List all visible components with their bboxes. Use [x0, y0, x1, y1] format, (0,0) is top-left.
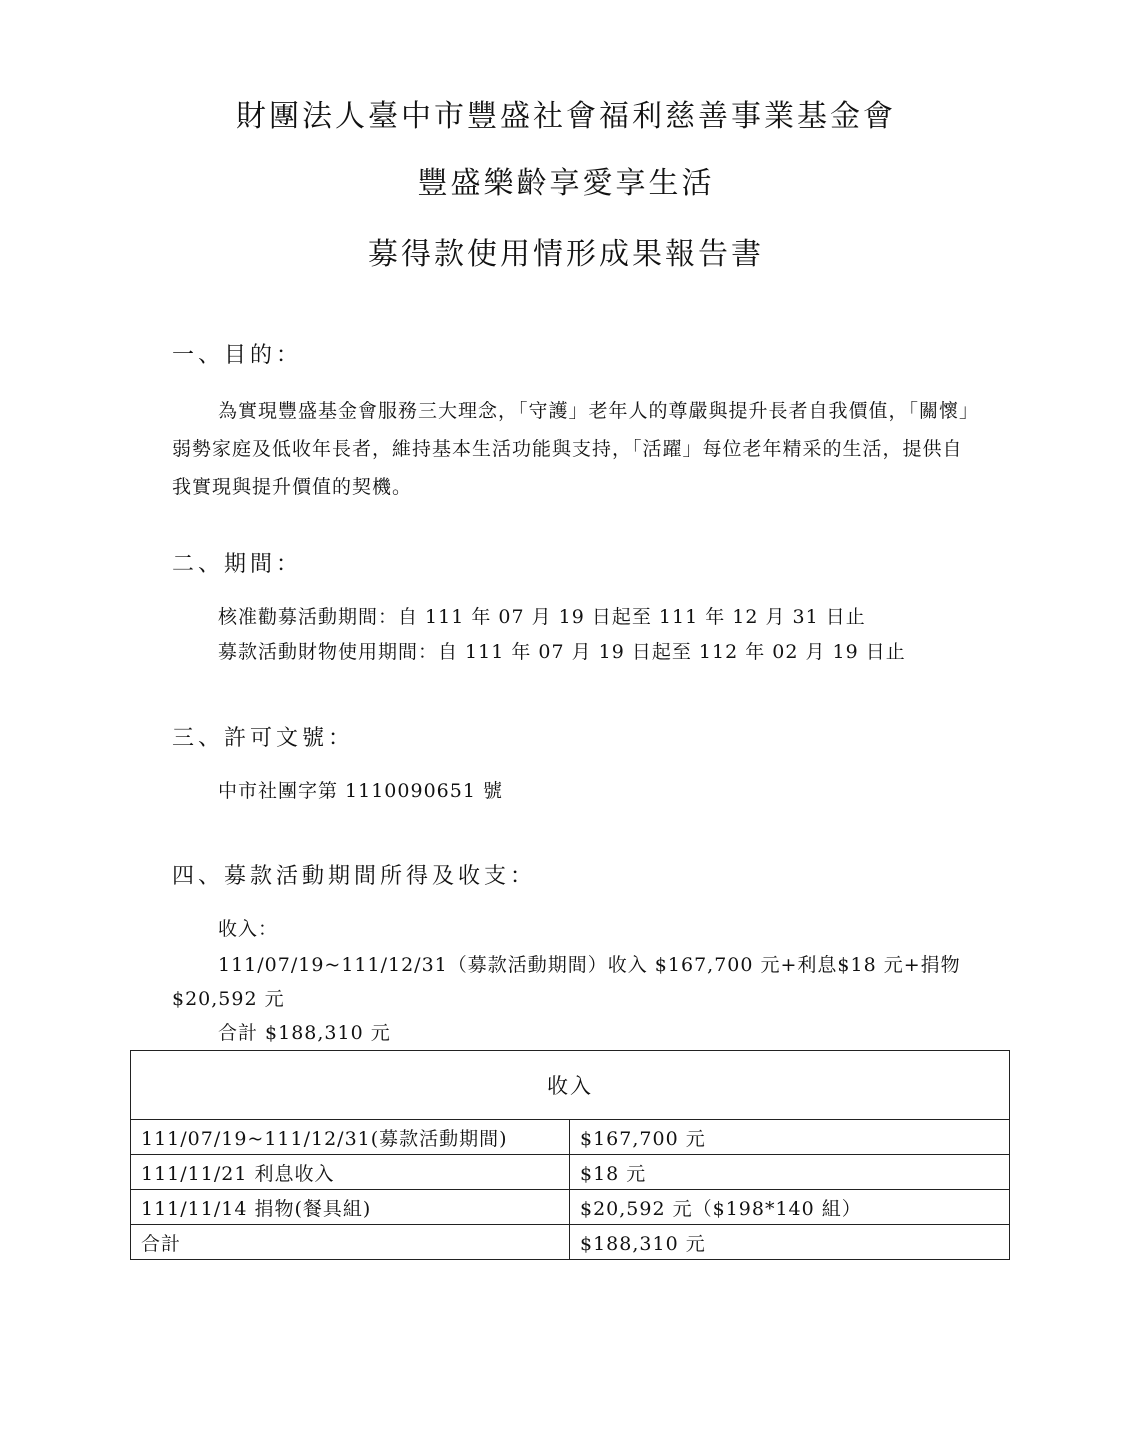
table-cell-item: 111/07/19~111/12/31(募款活動期間)	[131, 1120, 570, 1155]
income-detail: 111/07/19~111/12/31（募款活動期間）收入 $167,700 元+利息$18 元+捐物$20,592 元	[172, 954, 961, 1010]
income-table	[130, 1050, 1010, 1260]
section-period-heading: 二、期間：	[172, 552, 303, 577]
organization-title: 財團法人臺中市豐盛社會福利慈善事業基金會	[236, 99, 896, 134]
section-purpose-body: 為實現豐盛基金會服務三大理念，「守護」老年人的尊嚴與提升長者自我價值，「關懷」弱勢家庭及低收年長者，維持基本生活功能與支持，「活躍」每位老年精采的生活，提供自我實現與提升價值的契機。	[172, 400, 970, 498]
table-cell-item: 111/11/21 利息收入	[131, 1155, 570, 1190]
table-cell-amount: $167,700 元	[570, 1120, 1010, 1155]
section-purpose-heading: 一、目的：	[172, 343, 303, 368]
report-title: 募得款使用情形成果報告書	[368, 237, 764, 272]
section-permit-heading: 三、許可文號：	[172, 726, 355, 751]
table-cell-item: 111/11/14 捐物(餐具組)	[131, 1190, 570, 1225]
table-cell-amount: $20,592 元（$198*140 組）	[570, 1190, 1010, 1225]
table-cell-amount: $18 元	[570, 1155, 1010, 1190]
table-row	[131, 1155, 1010, 1190]
table-cell-item: 合計	[131, 1225, 570, 1260]
table-row	[131, 1120, 1010, 1155]
usage-period-line: 募款活動財物使用期間：自 111 年 07 月 19 日起至 112 年 02 月 19 日止	[218, 641, 906, 663]
income-table-header-row	[131, 1051, 1010, 1120]
income-label: 收入：	[218, 918, 279, 940]
income-total-line: 合計 $188,310 元	[218, 1022, 391, 1044]
permit-number-line: 中市社團字第 1110090651 號	[218, 780, 503, 802]
table-row-total	[131, 1225, 1010, 1260]
table-row	[131, 1190, 1010, 1225]
income-table-header: 收入	[131, 1051, 1010, 1120]
section-income-heading: 四、募款活動期間所得及收支：	[172, 864, 537, 889]
program-title: 豐盛樂齡享愛享生活	[417, 166, 715, 201]
table-cell-amount: $188,310 元	[570, 1225, 1010, 1260]
approved-period-line: 核准勸募活動期間：自 111 年 07 月 19 日起至 111 年 12 月 31 日止	[218, 606, 866, 628]
